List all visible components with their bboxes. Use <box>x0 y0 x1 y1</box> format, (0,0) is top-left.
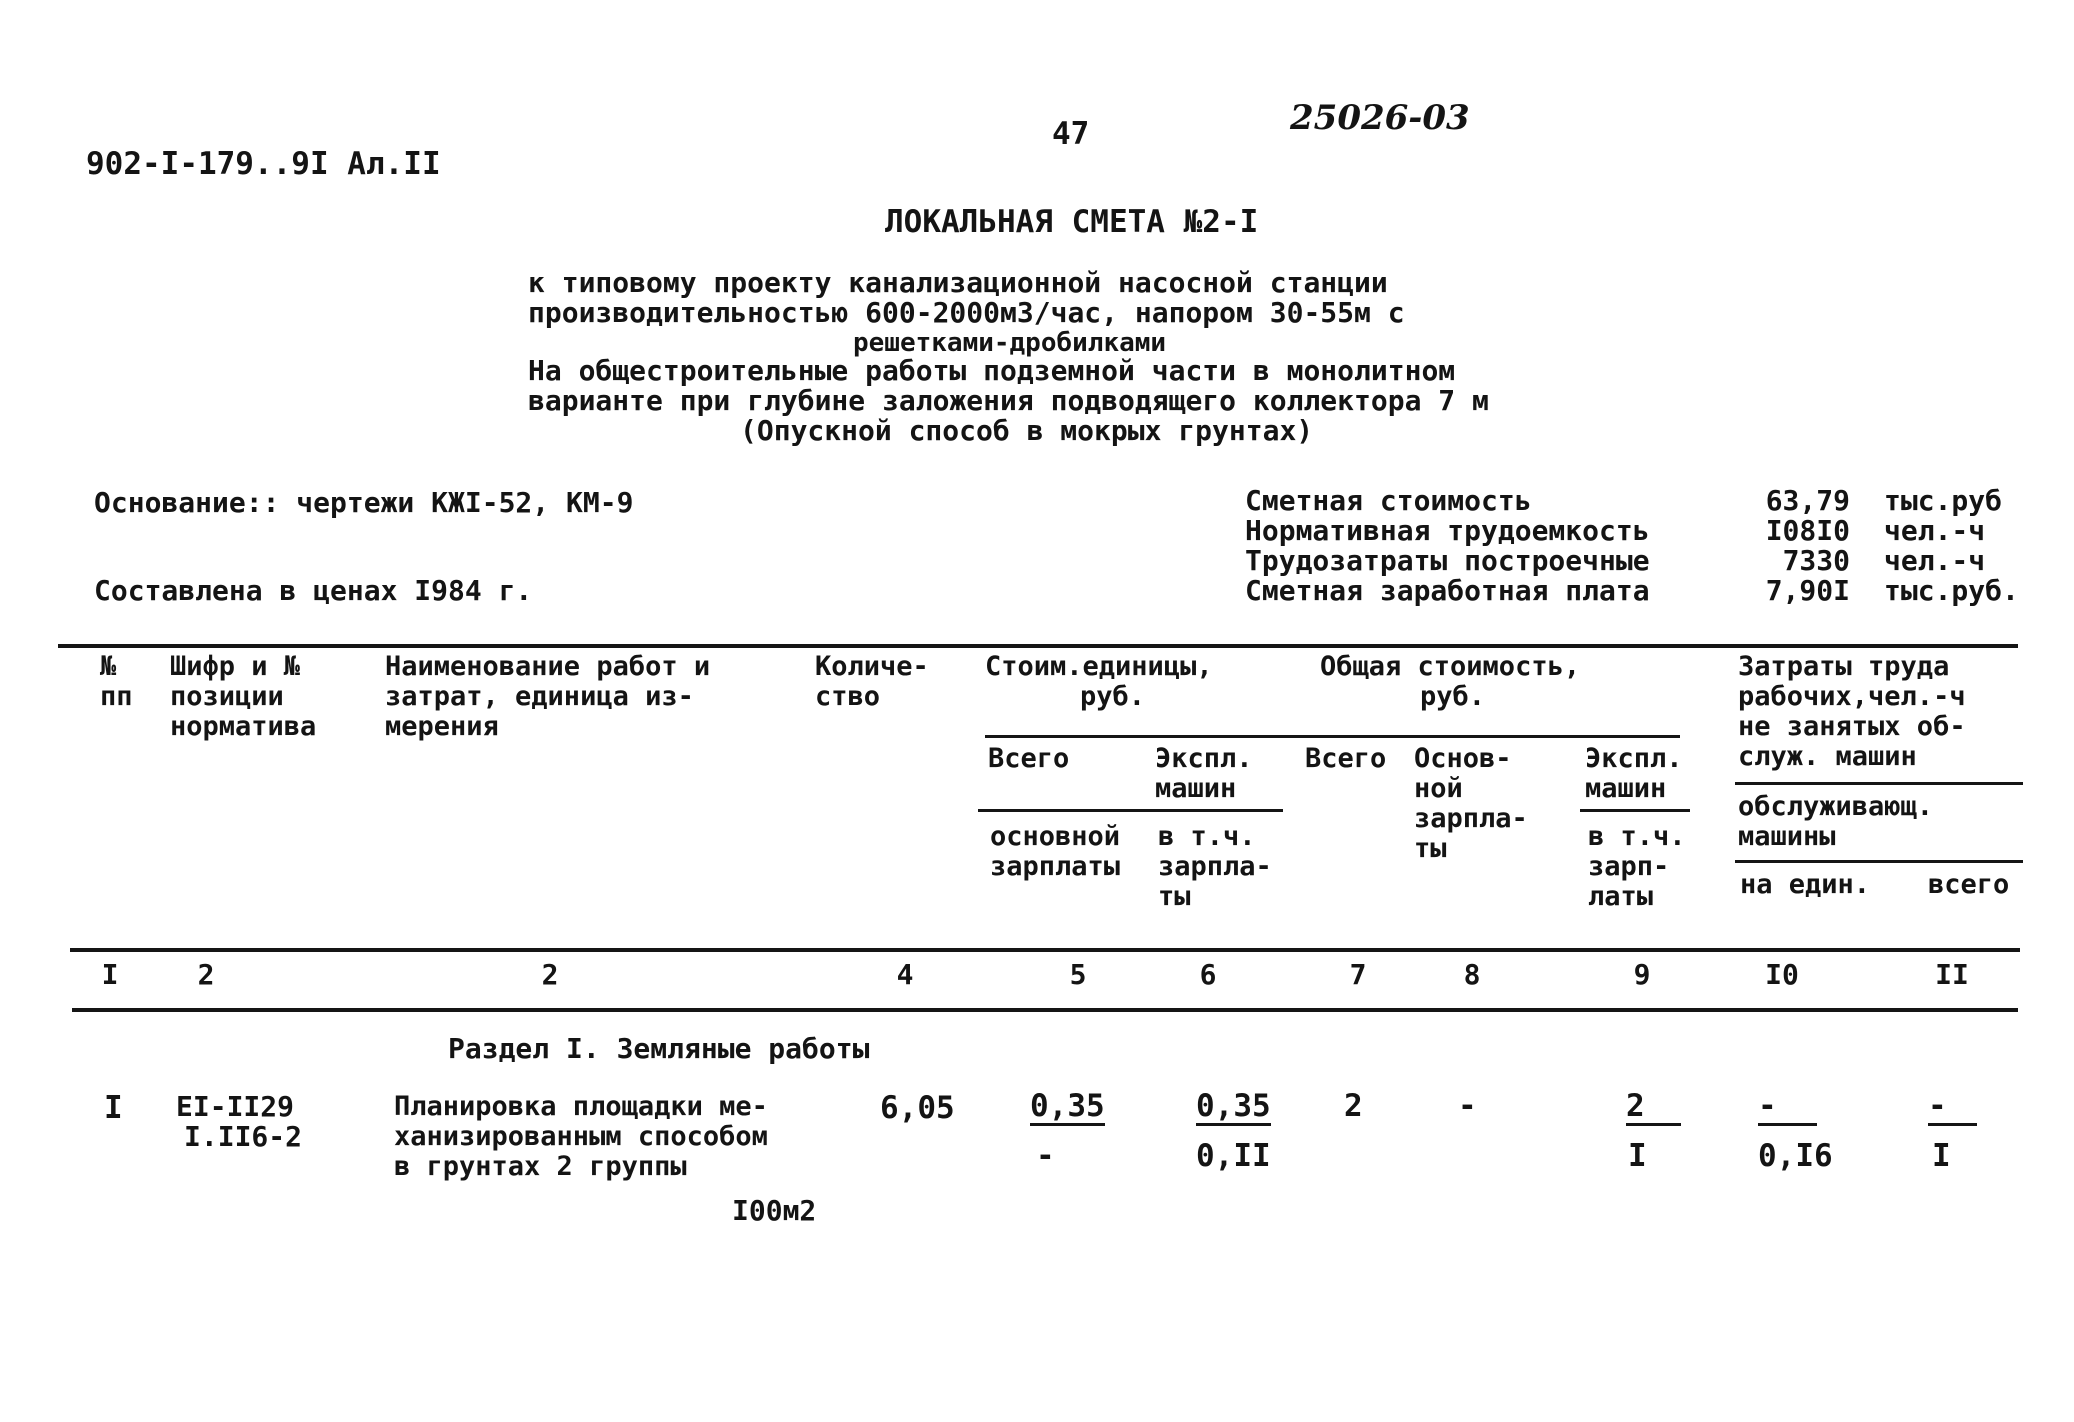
header-unit-machines <box>1155 744 1253 804</box>
summary-units <box>1884 486 2019 606</box>
row-labor-unit-top <box>1758 1090 1817 1126</box>
title-line: производительностью 600-2000м3/час, напором 30-55м с <box>528 296 1405 329</box>
row-unit-base-salary: - <box>1036 1138 1055 1174</box>
header-text: ты <box>1414 833 1447 864</box>
title-line: решетками-дробилками <box>853 328 1167 358</box>
column-number: 9 <box>1633 958 1651 991</box>
row-name <box>394 1092 768 1182</box>
header-text: мерения <box>385 711 499 742</box>
header-labor <box>1738 652 1966 772</box>
header-text: позиции <box>170 681 284 712</box>
header-text: основной <box>990 821 1121 852</box>
summary-unit: тыс.руб. <box>1884 574 2019 607</box>
header-text: пп <box>100 681 133 712</box>
header-text: руб. <box>1080 681 1146 712</box>
column-number: 2 <box>197 958 215 991</box>
header-text: руб. <box>1420 681 1486 712</box>
header-text: машин <box>1585 773 1667 804</box>
header-name <box>385 652 710 742</box>
column-number: 7 <box>1349 958 1367 991</box>
column-number: I <box>101 958 119 991</box>
summary-labels <box>1245 486 1650 606</box>
header-text: Наименование работ и <box>385 651 711 682</box>
row-text: Планировка площадки ме- <box>394 1091 768 1122</box>
row-labor-total-bottom: I <box>1932 1138 1951 1174</box>
header-text: Количе- <box>815 651 929 682</box>
row-labor-total-top <box>1928 1090 1977 1126</box>
header-text: зарпла- <box>1158 851 1272 882</box>
column-number: I0 <box>1765 958 1799 991</box>
title-description <box>528 268 1628 446</box>
page-title: ЛОКАЛЬНАЯ СМЕТА №2-I <box>885 204 1259 240</box>
header-text: затрат, единица из- <box>385 681 694 712</box>
header-text: машин <box>1155 773 1237 804</box>
column-number: 2 <box>541 958 559 991</box>
header-qty <box>815 652 929 712</box>
summary-value: 7330 <box>1782 544 1850 577</box>
header-text: зарплаты <box>990 851 1121 882</box>
header-text: Шифр и № <box>170 651 301 682</box>
header-subrule <box>1735 860 2023 863</box>
title-line: варианте при глубине заложения подводящего коллектора 7 м <box>528 384 1489 417</box>
row-text: ханизированным способом <box>394 1121 768 1152</box>
stamp-code: 25026-03 <box>1290 98 1470 138</box>
header-subrule <box>1735 782 2023 785</box>
page-number: 47 <box>1052 116 1090 152</box>
price-base: Составлена в ценах I984 г. <box>94 574 533 607</box>
header-labor-serving <box>1738 792 1933 852</box>
header-subrule <box>985 735 1680 738</box>
title-line: На общестроительные работы подземной части в монолитном <box>528 354 1456 387</box>
section-title: Раздел I. Земляные работы <box>448 1032 870 1065</box>
title-line: (Опускной способ в мокрых грунтах) <box>740 414 1314 447</box>
header-text: обслуживающ. <box>1738 791 1934 822</box>
header-text: ной <box>1414 773 1463 804</box>
header-text: зарп- <box>1588 851 1670 882</box>
title-line: к типовому проекту канализационной насосной станции <box>528 266 1388 299</box>
summary-label: Сметная заработная плата <box>1245 574 1650 607</box>
header-unit-incl-salary <box>1158 822 1272 912</box>
header-text: не занятых об- <box>1738 711 1966 742</box>
header-labor-per-unit: на един. <box>1740 869 1871 900</box>
row-cipher <box>176 1092 302 1152</box>
header-total-base <box>1414 744 1528 864</box>
header-text: Экспл. <box>1155 743 1253 774</box>
row-total-all: 2 <box>1344 1088 1363 1124</box>
header-cipher <box>170 652 316 742</box>
row-value: 0,35 <box>1030 1088 1105 1124</box>
project-code: 902-I-179..9I Ал.II <box>86 146 441 182</box>
summary-label: Сметная стоимость <box>1245 484 1532 517</box>
row-text: EI-II29 <box>176 1090 295 1123</box>
header-text: латы <box>1588 881 1654 912</box>
summary-unit: чел.-ч <box>1884 544 1986 577</box>
basis-drawings: Основание:: чертежи КЖI-52, КМ-9 <box>94 486 634 519</box>
summary-unit: чел.-ч <box>1884 514 1986 547</box>
row-labor-unit-bottom: 0,I6 <box>1758 1138 1833 1174</box>
row-total-machines <box>1626 1090 1681 1126</box>
row-qty: 6,05 <box>880 1090 955 1126</box>
header-subrule <box>1580 809 1690 812</box>
header-unit-base-salary <box>990 822 1120 882</box>
column-number: II <box>1935 958 1969 991</box>
header-text: ты <box>1158 881 1191 912</box>
header-text: Экспл. <box>1585 743 1683 774</box>
header-unit-total: Всего <box>988 743 1070 774</box>
header-text: зарпла- <box>1414 803 1528 834</box>
header-text: Общая стоимость, <box>1320 651 1581 682</box>
header-num <box>100 652 133 712</box>
row-text: в грунтах 2 группы <box>394 1151 687 1182</box>
header-bottom-rule <box>70 948 2020 952</box>
header-total-machines <box>1585 744 1683 804</box>
header-text: № <box>100 651 117 682</box>
row-number: I <box>104 1090 123 1126</box>
row-total-incl: I <box>1628 1138 1647 1174</box>
header-total-cost <box>1320 652 1580 712</box>
row-unit-incl-salary: 0,II <box>1196 1138 1271 1174</box>
row-unit-measure: I00м2 <box>732 1194 817 1227</box>
header-unit-cost <box>985 652 1213 712</box>
table-top-rule <box>58 644 2018 648</box>
column-number-rule <box>72 1008 2018 1012</box>
header-text: служ. машин <box>1738 741 1917 772</box>
header-text: Основ- <box>1414 743 1512 774</box>
header-text: ство <box>815 681 881 712</box>
header-text: рабочих,чел.-ч <box>1738 681 1966 712</box>
header-text: Затраты труда <box>1738 651 1950 682</box>
header-text: норматива <box>170 711 317 742</box>
header-text: в т.ч. <box>1158 821 1256 852</box>
header-labor-total: всего <box>1928 869 2010 900</box>
summary-value: 63,79 <box>1765 484 1850 517</box>
row-value: - <box>1928 1090 1977 1126</box>
summary-value: I08I0 <box>1765 514 1850 547</box>
summary-unit: тыс.руб <box>1884 484 2003 517</box>
row-text: I.II6-2 <box>184 1120 303 1153</box>
header-text: машины <box>1738 821 1836 852</box>
summary-label: Нормативная трудоемкость <box>1245 514 1650 547</box>
row-value: 0,35 <box>1196 1088 1271 1124</box>
column-number: 5 <box>1069 958 1087 991</box>
summary-values <box>1720 486 1850 606</box>
row-value: 2 <box>1626 1090 1681 1126</box>
header-text: в т.ч. <box>1588 821 1686 852</box>
header-text: Стоим.единицы, <box>985 651 1213 682</box>
column-number: 6 <box>1199 958 1217 991</box>
summary-label: Трудозатраты построечные <box>1245 544 1650 577</box>
header-total-all: Всего <box>1305 743 1387 774</box>
row-total-base: - <box>1458 1088 1477 1124</box>
column-number: 4 <box>896 958 914 991</box>
row-value: - <box>1758 1090 1817 1126</box>
header-subrule <box>978 809 1283 812</box>
header-total-incl <box>1588 822 1686 912</box>
row-unit-machines <box>1196 1090 1271 1126</box>
summary-value: 7,90I <box>1765 574 1850 607</box>
row-unit-total <box>1030 1090 1105 1126</box>
column-number: 8 <box>1463 958 1481 991</box>
